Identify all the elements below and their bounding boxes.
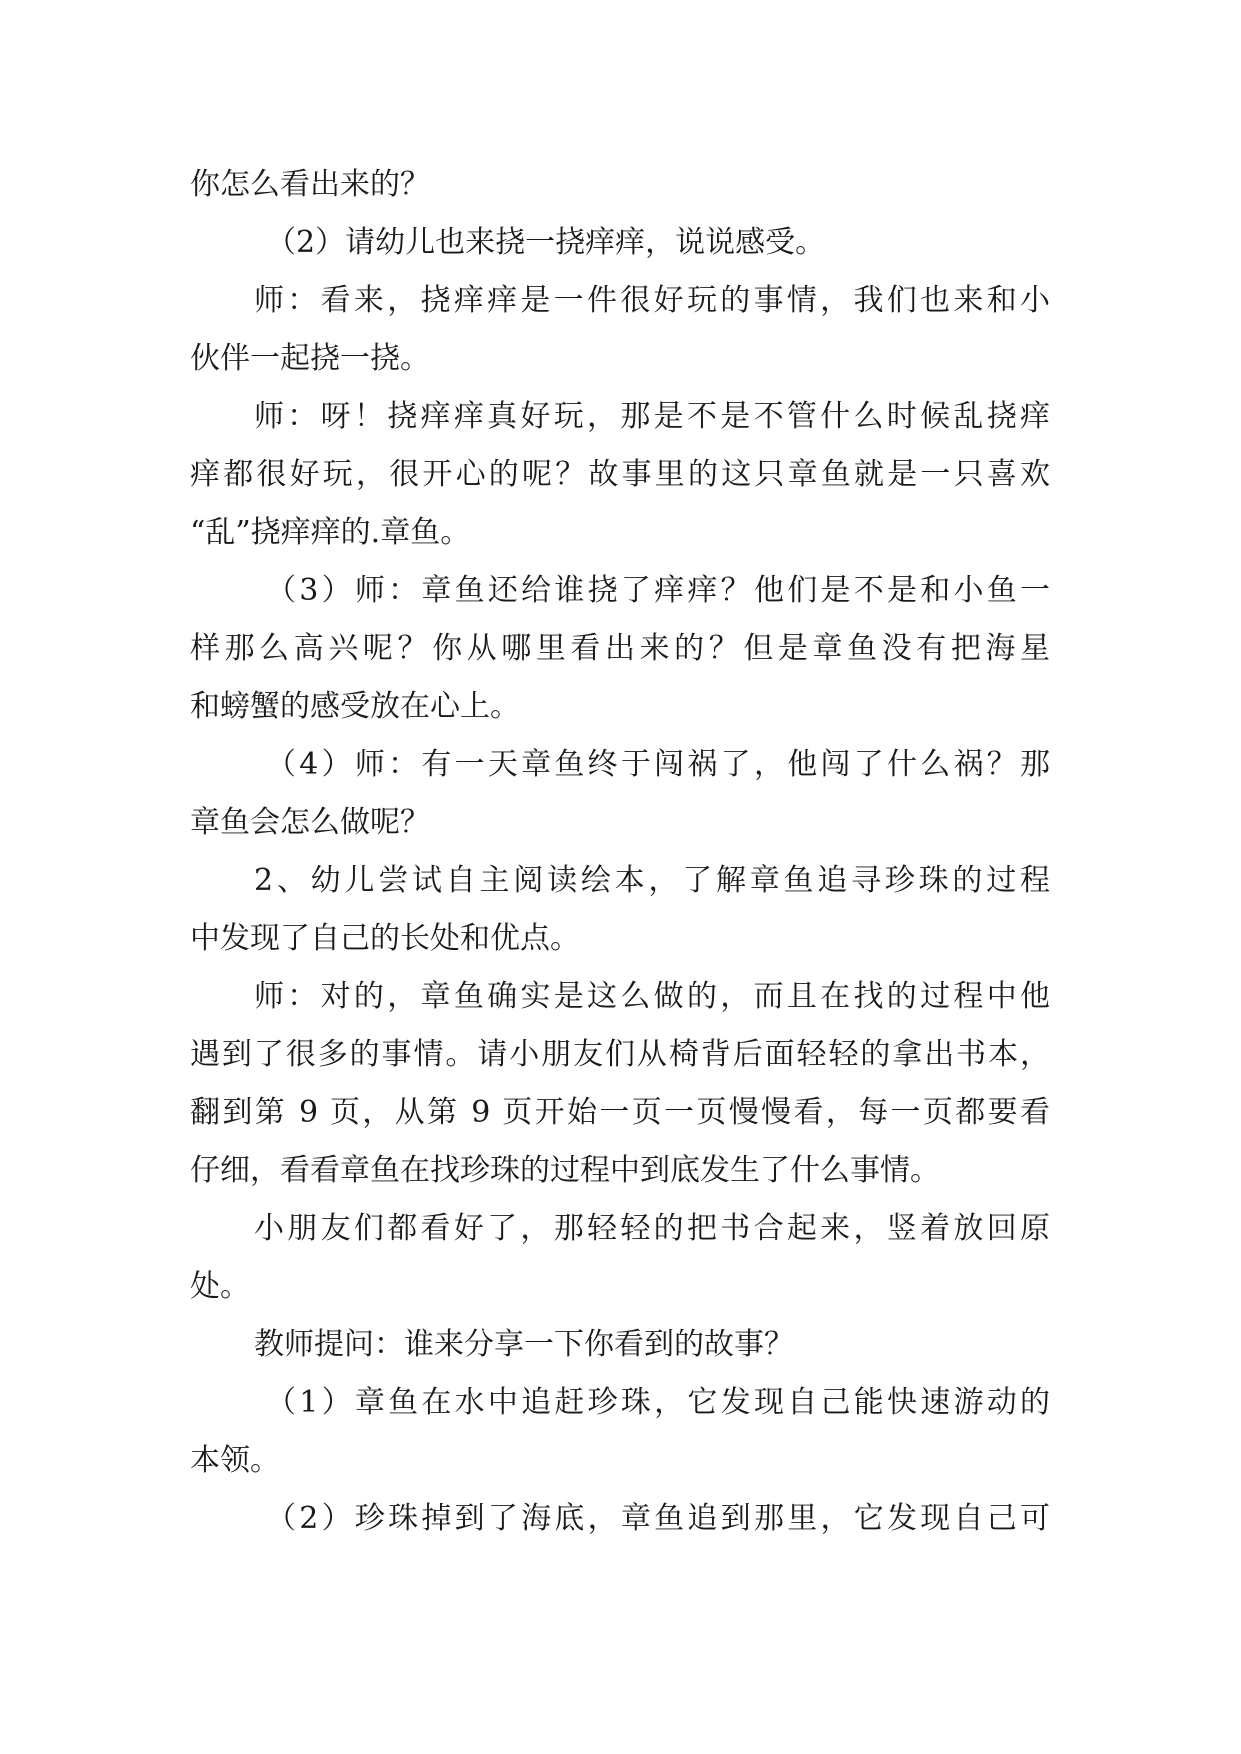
text-line: 处。 [190,1269,250,1304]
text-line: （2）珍珠掉到了海底，章鱼追到那里，它发现自己可 [266,1501,1050,1536]
text-line: 翻到第 9 页，从第 9 页开始一页一页慢慢看，每一页都要看 [190,1095,1050,1130]
text-line: （4）师：有一天章鱼终于闯祸了，他闯了什么祸？那 [266,747,1050,782]
text-line: 遇到了很多的事情。请小朋友们从椅背后面轻轻的拿出书本， [190,1037,1050,1072]
text-line: 师：看来，挠痒痒是一件很好玩的事情，我们也来和小 [254,283,1050,318]
text-line: （3）师：章鱼还给谁挠了痒痒？他们是不是和小鱼一 [266,573,1050,608]
text-line: 伙伴一起挠一挠。 [190,341,430,376]
text-line: 你怎么看出来的？ [190,167,430,202]
text-line: （2）请幼儿也来挠一挠痒痒，说说感受。 [266,225,826,260]
text-line: 本领。 [190,1443,280,1478]
text-line: 师：对的，章鱼确实是这么做的，而且在找的过程中他 [254,979,1050,1014]
text-line: “乱”挠痒痒的.章鱼。 [190,515,471,550]
text-line: 中发现了自己的长处和优点。 [190,921,580,956]
text-line: 2、幼儿尝试自主阅读绘本，了解章鱼追寻珍珠的过程 [254,863,1050,898]
text-line: 痒都很好玩，很开心的呢？故事里的这只章鱼就是一只喜欢 [190,457,1050,492]
text-line: 样那么高兴呢？你从哪里看出来的？但是章鱼没有把海星 [190,631,1050,666]
text-line: 和螃蟹的感受放在心上。 [190,689,520,724]
text-line: 师：呀！挠痒痒真好玩，那是不是不管什么时候乱挠痒 [254,399,1050,434]
text-line: 小朋友们都看好了，那轻轻的把书合起来，竖着放回原 [254,1211,1050,1246]
text-line: （1）章鱼在水中追赶珍珠，它发现自己能快速游动的 [266,1385,1050,1420]
text-line: 章鱼会怎么做呢？ [190,805,430,840]
text-line: 教师提问：谁来分享一下你看到的故事？ [254,1327,794,1362]
text-line: 仔细，看看章鱼在找珍珠的过程中到底发生了什么事情。 [190,1153,940,1188]
